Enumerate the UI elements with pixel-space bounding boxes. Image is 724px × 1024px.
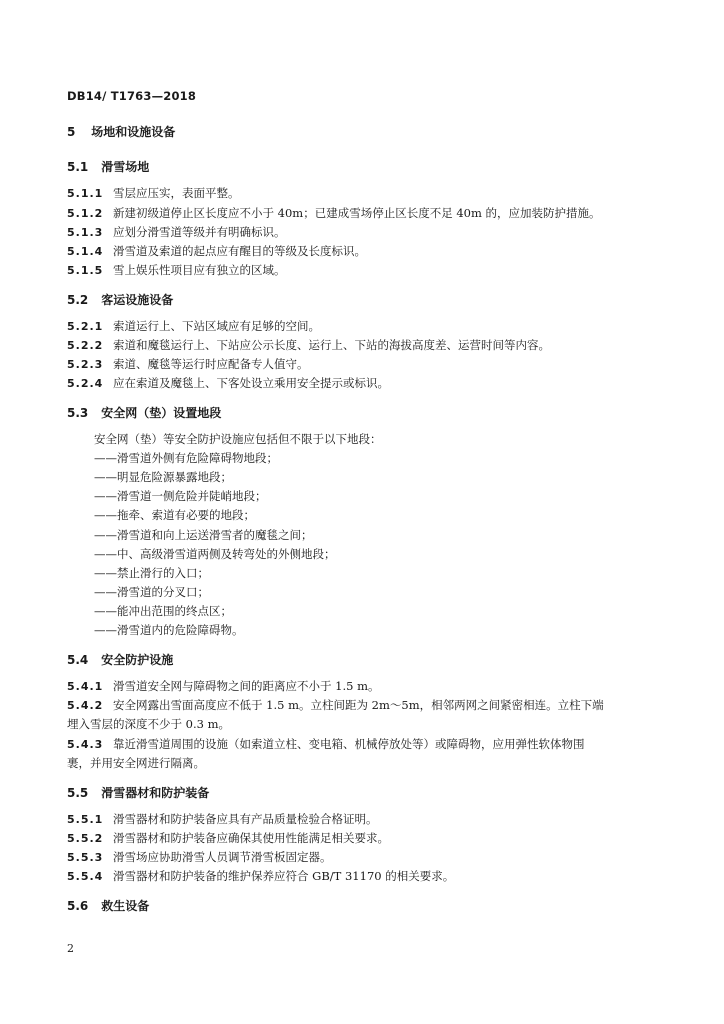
- clause-5-1-5: [67, 262, 286, 278]
- section-title: 安全网（垫）设置地段: [101, 406, 222, 420]
- clause-number: 5.2.1: [67, 320, 104, 333]
- clause-5-5-1: [67, 811, 378, 827]
- clause-number: 5.5.2: [67, 832, 104, 845]
- section-intro: 安全网（垫）等安全防护设施应包括但不限于以下地段：: [94, 432, 382, 446]
- section-heading-5-1: [67, 158, 149, 175]
- clause-text: 安全网露出雪面高度应不低于 1.5 m。立柱间距为 2m～5m，相邻两网之间紧密相连。立柱下端: [113, 698, 604, 712]
- section-number: 5.2: [67, 293, 89, 307]
- clause-number: 5.5.1: [67, 813, 104, 826]
- clause-number: 5.1.4: [67, 245, 104, 258]
- section-heading-5: [67, 123, 175, 140]
- clause-number: 5.5.4: [67, 870, 104, 883]
- section-number: 5: [67, 125, 76, 139]
- page-number: 2: [67, 942, 74, 955]
- clause-5-2-4: [67, 375, 389, 391]
- section-number: 5.5: [67, 786, 89, 800]
- section-heading-5-4: [67, 651, 173, 668]
- clause-5-1-1: [67, 185, 240, 201]
- clause-number: 5.2.2: [67, 339, 104, 352]
- clause-text: 应划分滑雪道等级并有明确标识。: [113, 225, 286, 239]
- section-title: 滑雪场地: [101, 160, 150, 174]
- clause-5-1-4: [67, 243, 366, 259]
- list-item: ——滑雪道和向上运送滑雪者的魔毯之间；: [94, 528, 313, 542]
- clause-continuation: 裹，并用安全网进行隔离。: [67, 756, 205, 770]
- section-title: 救生设备: [101, 899, 150, 913]
- clause-5-2-2: [67, 337, 550, 353]
- section-title: 滑雪器材和防护装备: [101, 786, 210, 800]
- clause-5-2-3: [67, 356, 309, 372]
- clause-5-1-2: [67, 205, 601, 221]
- section-heading-5-2: [67, 291, 173, 308]
- section-number: 5.4: [67, 653, 89, 667]
- clause-text: 索道和魔毯运行上、下站应公示长度、运行上、下站的海拔高度差、运营时间等内容。: [113, 338, 550, 352]
- clause-number: 5.1.1: [67, 187, 104, 200]
- clause-text: 靠近滑雪道周围的设施（如索道立柱、变电箱、机械停放处等）或障碍物，应用弹性软体物围: [113, 737, 585, 751]
- clause-text: 滑雪道及索道的起点应有醒目的等级及长度标识。: [113, 244, 366, 258]
- clause-text: 滑雪场应协助滑雪人员调节滑雪板固定器。: [113, 850, 332, 864]
- clause-number: 5.1.5: [67, 264, 104, 277]
- clause-number: 5.1.2: [67, 207, 104, 220]
- clause-5-4-2: [67, 697, 604, 713]
- section-title: 客运设施设备: [101, 293, 174, 307]
- list-item: ——滑雪道的分叉口；: [94, 585, 209, 599]
- section-heading-5-3: [67, 404, 221, 421]
- clause-number: 5.5.3: [67, 851, 104, 864]
- list-item: ——中、高级滑雪道两侧及转弯处的外侧地段；: [94, 547, 336, 561]
- section-title: 安全防护设施: [101, 653, 174, 667]
- clause-5-5-3: [67, 849, 332, 865]
- clause-number: 5.4.1: [67, 680, 104, 693]
- clause-number: 5.2.3: [67, 358, 104, 371]
- clause-5-4-3: [67, 736, 585, 752]
- clause-text: 索道、魔毯等运行时应配备专人值守。: [113, 357, 309, 371]
- clause-text: 滑雪器材和防护装备的维护保养应符合 GB/T 31170 的相关要求。: [113, 869, 455, 883]
- list-item: ——明显危险源暴露地段；: [94, 470, 232, 484]
- list-item: ——拖牵、索道有必要的地段；: [94, 508, 255, 522]
- document-id: DB14/ T1763—2018: [67, 89, 197, 103]
- clause-text: 索道运行上、下站区域应有足够的空间。: [113, 319, 320, 333]
- clause-text: 新建初级道停止区长度应不小于 40m；已建成雪场停止区长度不足 40m 的，应加装防护措施。: [113, 206, 601, 220]
- clause-text: 滑雪道安全网与障碍物之间的距离应不小于 1.5 m。: [113, 679, 380, 693]
- section-number: 5.3: [67, 406, 89, 420]
- list-item: ——滑雪道外侧有危险障碍物地段；: [94, 451, 278, 465]
- clause-text: 雪上娱乐性项目应有独立的区域。: [113, 263, 286, 277]
- clause-text: 滑雪器材和防护装备应具有产品质量检验合格证明。: [113, 812, 378, 826]
- section-heading-5-6: [67, 897, 149, 914]
- list-item: ——能冲出范围的终点区；: [94, 604, 232, 618]
- clause-text: 滑雪器材和防护装备应确保其使用性能满足相关要求。: [113, 831, 389, 845]
- clause-number: 5.2.4: [67, 377, 104, 390]
- clause-5-4-1: [67, 678, 380, 694]
- clause-text: 应在索道及魔毯上、下客处设立乘用安全提示或标识。: [113, 376, 389, 390]
- clause-5-1-3: [67, 224, 286, 240]
- clause-number: 5.4.3: [67, 738, 104, 751]
- clause-continuation: 埋入雪层的深度不少于 0.3 m。: [67, 717, 231, 731]
- list-item: ——禁止滑行的入口；: [94, 566, 209, 580]
- clause-text: 雪层应压实，表面平整。: [113, 186, 240, 200]
- section-heading-5-5: [67, 784, 209, 801]
- section-title: 场地和设施设备: [91, 125, 176, 139]
- clause-5-2-1: [67, 318, 320, 334]
- clause-5-5-2: [67, 830, 389, 846]
- section-number: 5.1: [67, 160, 89, 174]
- clause-number: 5.1.3: [67, 226, 104, 239]
- section-number: 5.6: [67, 899, 89, 913]
- list-item: ——滑雪道一侧危险并陡峭地段；: [94, 489, 267, 503]
- clause-number: 5.4.2: [67, 699, 104, 712]
- list-item: ——滑雪道内的危险障碍物。: [94, 623, 244, 637]
- clause-5-5-4: [67, 868, 454, 884]
